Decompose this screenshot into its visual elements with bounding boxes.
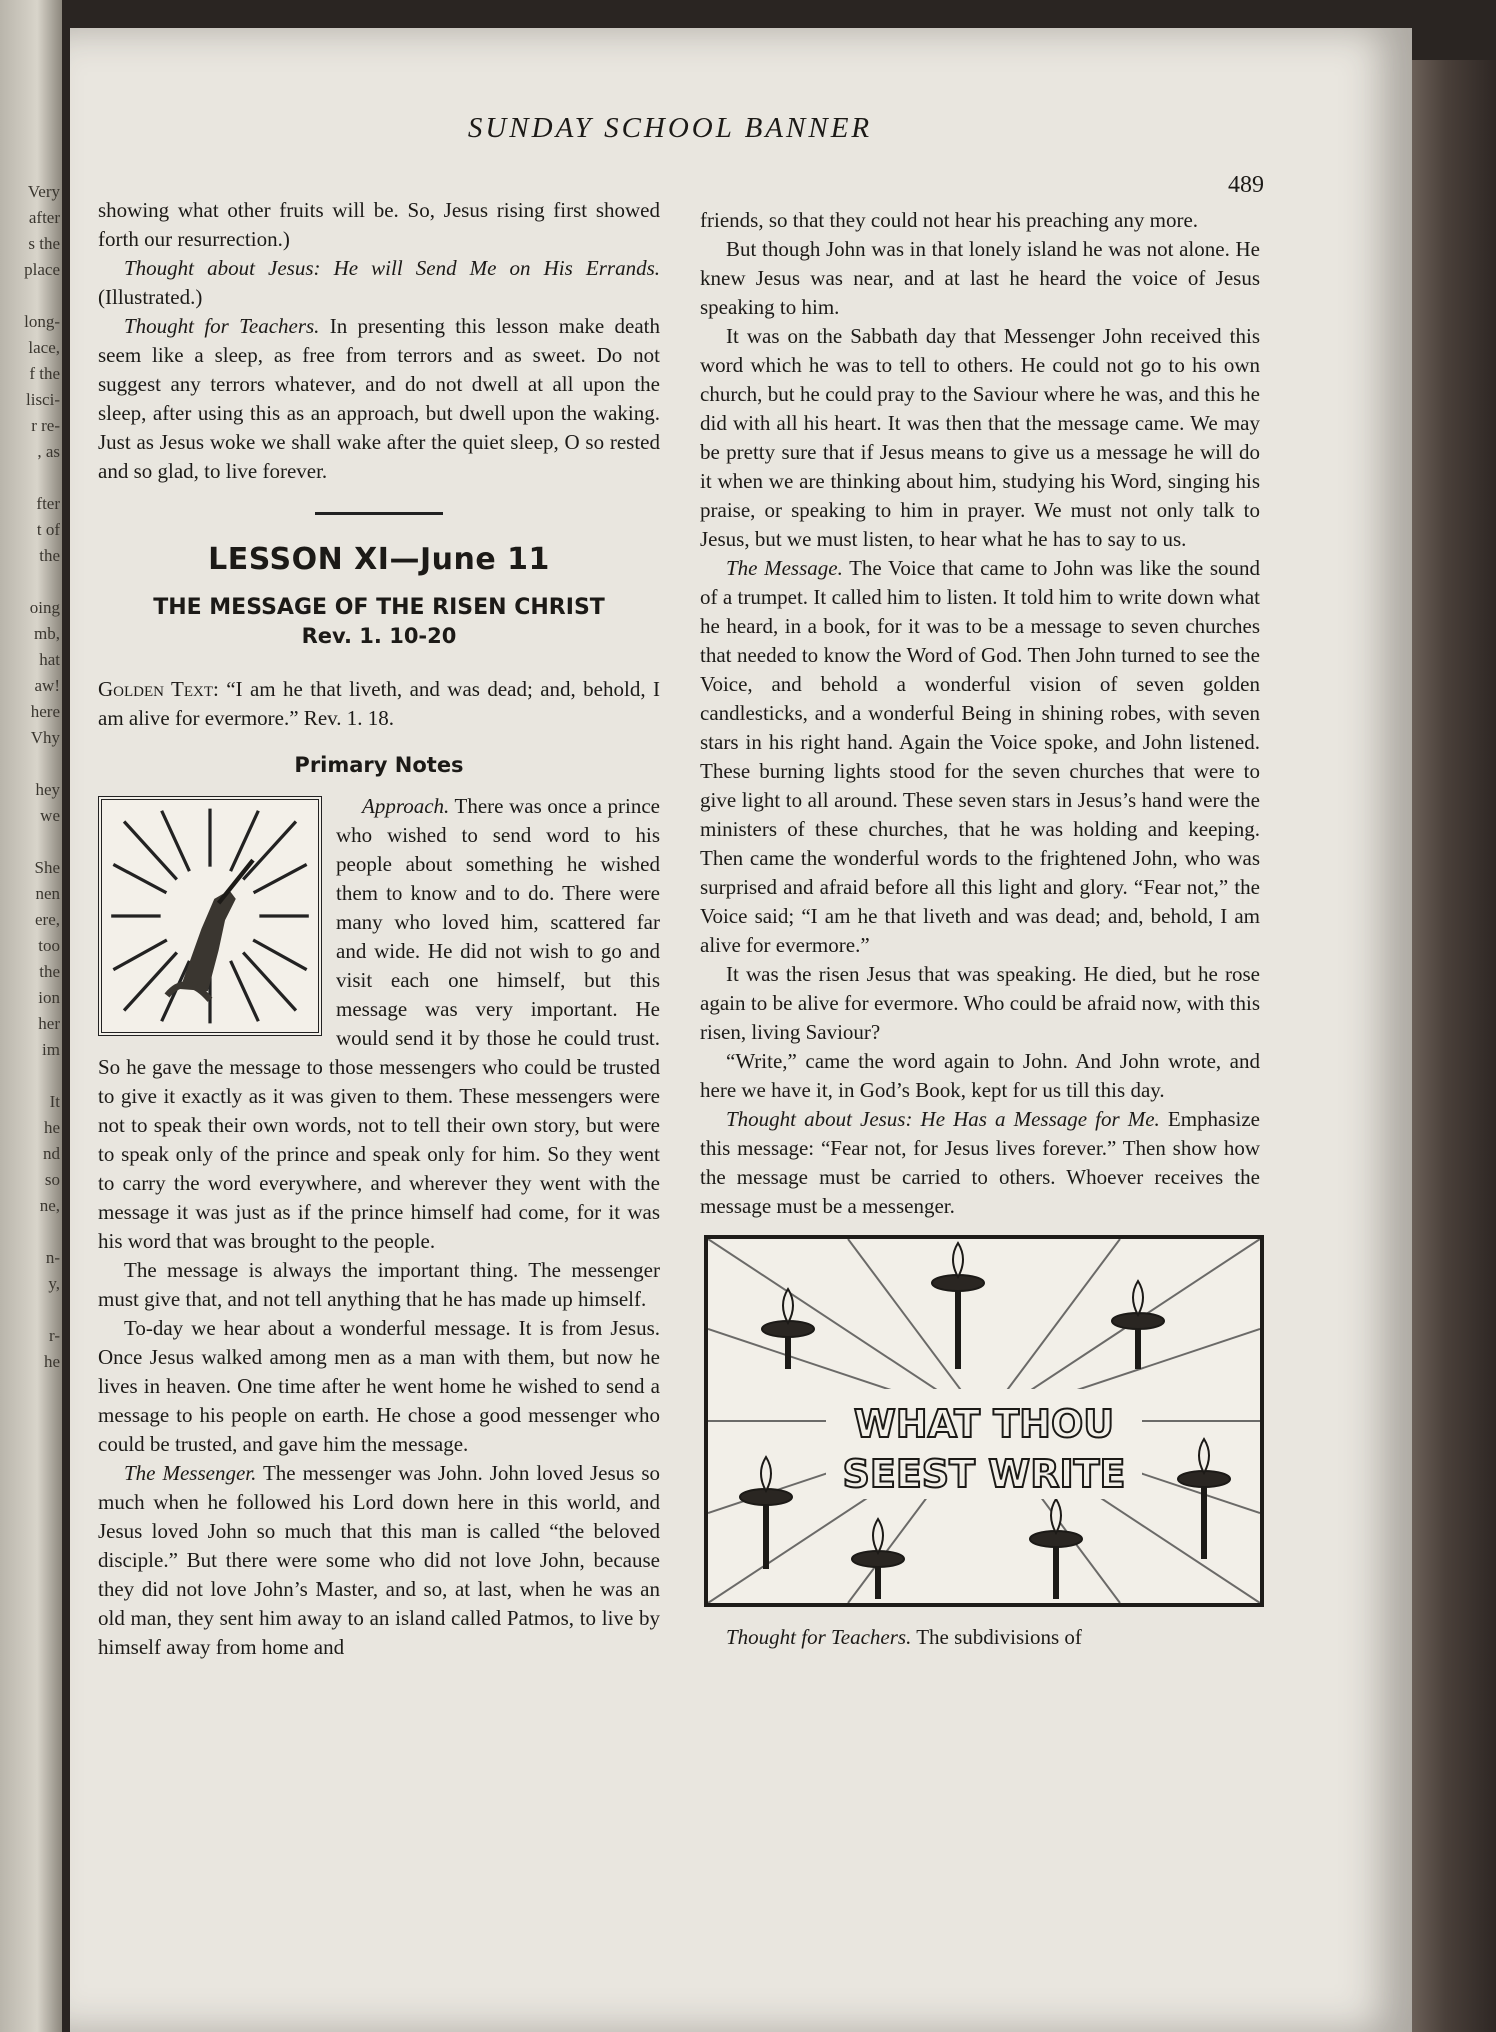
left-column <box>98 196 660 1662</box>
paragraph: “Write,” came the word again to John. And John wrote, and here we have it, in God’s Book, kept for us till this day. <box>700 1049 1260 1102</box>
facing-page-fragment: too <box>38 936 60 955</box>
right-column <box>700 206 1260 1652</box>
italic-lead: Thought about Jesus: He will Send Me on His Errands. <box>124 256 660 280</box>
italic-lead: The Message. <box>726 556 843 580</box>
facing-page-fragment: n- <box>45 1248 60 1267</box>
paragraph-text: The subdivisions of <box>911 1625 1082 1649</box>
hand-pen-icon <box>102 800 318 1032</box>
facing-page-fragment: nd <box>43 1144 60 1163</box>
facing-page-fragment: f the <box>29 364 60 383</box>
book-binding-edge <box>1412 60 1496 2032</box>
paragraph <box>700 554 1260 960</box>
seven-candlesticks-illustration <box>704 1235 1264 1607</box>
facing-page-fragment: here <box>30 702 60 721</box>
facing-page-fragment: her <box>38 1014 60 1033</box>
facing-page-fragment: y, <box>48 1274 60 1293</box>
facing-page-fragment: so <box>44 1170 60 1189</box>
golden-text <box>98 675 660 733</box>
facing-page-fragment: She <box>34 858 60 877</box>
facing-page-fragment: the <box>39 546 60 565</box>
facing-page-fragment: im <box>42 1040 60 1059</box>
paragraph: But though John was in that lonely island he was not alone. He knew Jesus was near, and at last he heard the voice of Jesus speaking to him. <box>700 237 1260 319</box>
golden-label: Golden Text <box>98 677 213 701</box>
facing-page-fragment: fter <box>36 494 60 513</box>
paragraph-text: There was once a prince who wished to send word to his people about something he wished them to know and to do. There were many who loved him, scattered far and wide. He did not wish to go and visit each one himself, but this message was very important. He would send it by those he could trust. So he gave the message to those messengers who could be trusted to give it exactly as it was given to them. These messengers were not to speak their own words, not to tell their own story, but were to speak only of the prince and speak only for him. So they went to carry the word everywhere, and wherever they went with the message it was just as if the prince himself had come, for it was his word that was brought to the people. <box>98 794 660 1253</box>
paragraph <box>98 1459 660 1662</box>
page-number: 489 <box>1228 172 1264 198</box>
facing-page-fragment: the <box>39 962 60 981</box>
illustration-caption-line-2: SEEST WRITE <box>842 1452 1126 1496</box>
facing-page-fragment: aw! <box>34 676 60 695</box>
paragraph <box>700 1105 1260 1221</box>
golden-text-body: : “I am he that liveth, and was dead; and, behold, I am alive for evermore.” Rev. 1. 18. <box>98 677 660 730</box>
lesson-heading: LESSON XI—June 11 <box>208 542 550 577</box>
paragraph-text: (Illustrated.) <box>98 285 203 309</box>
scripture-reference: Rev. 1. 10-20 <box>301 624 457 648</box>
facing-page-fragment: r re- <box>31 416 60 435</box>
candlestick-icon <box>708 1239 1260 1603</box>
facing-page-fragment: Vhy <box>30 728 60 747</box>
facing-page-fragment: ere, <box>34 910 60 929</box>
paragraph-text: The messenger was John. John loved Jesus so much when he followed his Lord down here in this world, and Jesus loved John so much that this man is called “the beloved disciple.” But there were some who did not love John, because they did not love John’s Master, and so, at last, when he was an old man, they sent him away to an island called Patmos, to live by himself away from home and <box>98 1461 660 1659</box>
italic-lead: Thought for Teachers. <box>124 314 320 338</box>
paragraph: It was the risen Jesus that was speaking. He died, but he rose again to be alive for evermore. Who could be afraid now, with this risen, living Saviour? <box>700 962 1260 1044</box>
facing-page-fragment: lace, <box>28 338 60 357</box>
facing-page-fragment: t of <box>36 520 60 539</box>
facing-page-fragment: r- <box>49 1326 60 1345</box>
italic-lead: Approach. <box>362 794 450 818</box>
section-divider <box>315 512 443 515</box>
facing-page-fragment: oing <box>29 598 60 617</box>
facing-page-fragment: It <box>49 1092 60 1111</box>
hand-with-pen-illustration <box>98 796 322 1036</box>
paragraph: The message is always the important thing. The messenger must give that, and not tell anything that he has made up himself. <box>98 1258 660 1311</box>
paragraph: friends, so that they could not hear his preaching any more. <box>700 208 1199 232</box>
facing-page-fragment: he <box>43 1118 60 1137</box>
facing-page-fragment: ne, <box>39 1196 60 1215</box>
facing-page-edge <box>0 0 62 2032</box>
facing-page-fragment: hat <box>39 650 60 669</box>
paragraph: showing what other fruits will be. So, Jesus rising first showed forth our resurrection.) <box>98 198 660 251</box>
facing-page-fragment: Very <box>27 182 60 201</box>
paragraph <box>700 1623 1260 1652</box>
facing-page-fragment: nen <box>35 884 60 903</box>
facing-page-fragment: lisci- <box>26 390 60 409</box>
facing-page-fragment: , as <box>37 442 60 461</box>
running-title: SUNDAY SCHOOL BANNER <box>467 112 873 144</box>
primary-notes-heading: Primary Notes <box>294 753 464 777</box>
italic-lead: The Messenger. <box>124 1461 257 1485</box>
illustration-caption-line-1: WHAT THOU <box>853 1402 1115 1446</box>
facing-page-fragment: mb, <box>34 624 60 643</box>
paragraph <box>98 312 660 486</box>
paragraph-text: The Voice that came to John was like the sound of a trumpet. It called him to listen. It told him to write down what he heard, in a book, for it was to be a message to seven churches that needed to know the Word of God. Then John turned to see the Voice, and behold a wonderful vision of seven golden candlesticks, and a wonderful Being in shining robes, with seven stars in his right hand. Again the Voice spoke, and John listened. These burning lights stood for the seven churches that were to give light to all around. These seven stars in Jesus’s hand were the ministers of these churches, that he was holding and keeping. Then came the wonderful words to the frightened John, who was surprised and afraid before all this light and glory. “Fear not,” the Voice said; “I am he that liveth and was dead; and, behold, I am alive for evermore.” <box>700 556 1261 957</box>
italic-lead: Thought for Teachers. <box>726 1625 912 1649</box>
paragraph-text: In presenting this lesson make death seem like a sleep, as free from terrors and as sweet. Do not suggest any terrors whatever, and do not dwell at all upon the sleep, after using this as an approach, but dwell upon the waking. Just as Jesus woke we shall wake after the quiet sleep, O so rested and so glad, to live forever. <box>98 314 660 483</box>
facing-page-fragment: place <box>24 260 60 279</box>
lesson-title: THE MESSAGE OF THE RISEN CHRIST <box>153 595 605 620</box>
facing-page-fragment: ion <box>38 988 60 1007</box>
facing-page-fragment: we <box>40 806 60 825</box>
paragraph: It was on the Sabbath day that Messenger John received this word which he was to tell to others. He could not go to his own church, but he could pray to the Saviour where he was, and this he did with all his heart. It was then that the message came. We may be pretty sure that if Jesus means to give us a message he will do it when we are thinking about him, studying his Word, singing his praise, or speaking to him in prayer. We must not only talk to Jesus, but we must listen, to hear what he has to say to us. <box>700 324 1260 551</box>
facing-page-fragment: long- <box>24 312 60 331</box>
facing-page-fragment: after <box>28 208 60 227</box>
italic-lead: Thought about Jesus: He Has a Message for Me. <box>726 1107 1160 1131</box>
paragraph: To-day we hear about a wonderful message. It is from Jesus. Once Jesus walked among men as a man with them, but now he lives in heaven. One time after he went home he wished to send a message to his people on earth. He chose a good messenger who could be trusted, and gave him the message. <box>98 1316 660 1456</box>
facing-page-fragment: s the <box>28 234 60 253</box>
paragraph <box>98 254 660 312</box>
facing-page-fragment: hey <box>35 780 60 799</box>
paragraph-text: Emphasize this message: “Fear not, for Jesus lives forever.” Then show how the message must be carried to others. Whoever receives the message must be a messenger. <box>700 1107 1261 1218</box>
facing-page-fragment: he <box>43 1352 60 1371</box>
